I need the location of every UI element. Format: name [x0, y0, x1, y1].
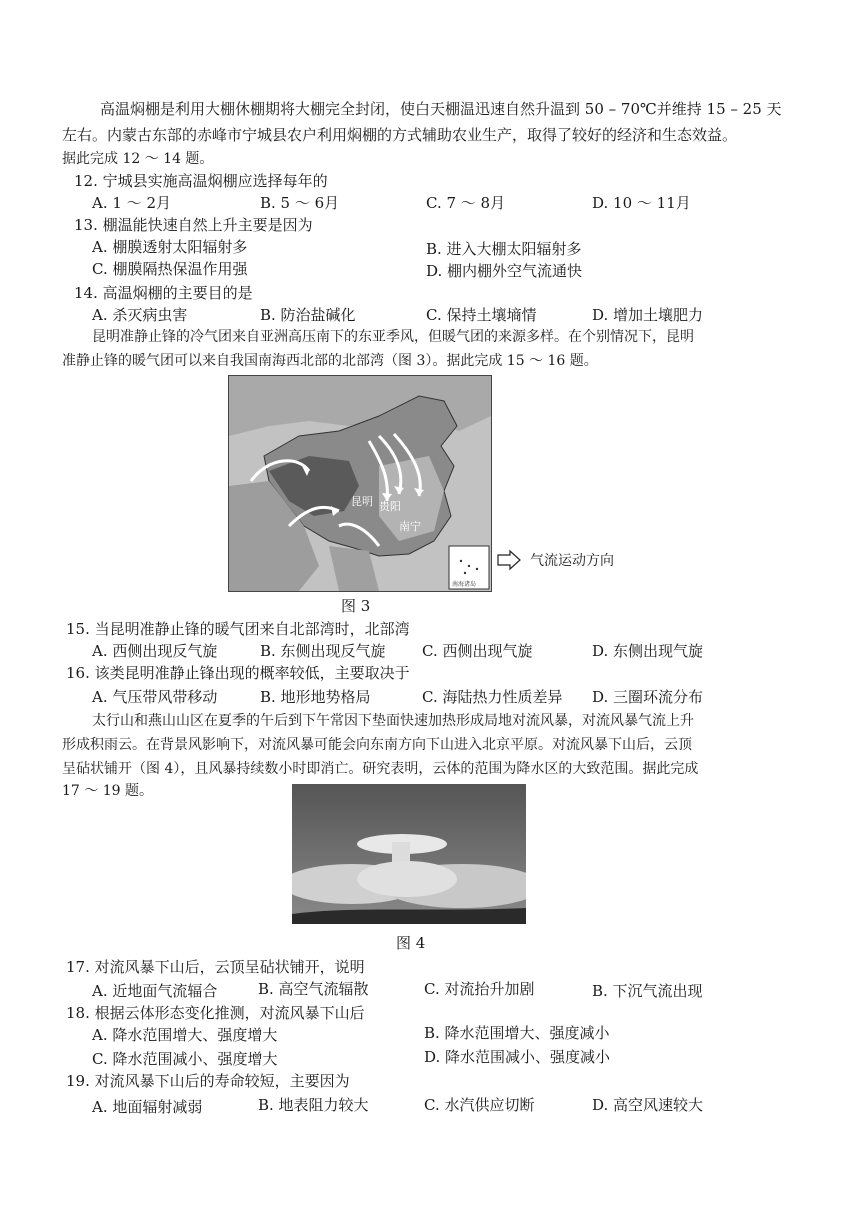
q17-option-d[interactable]: B. 下沉气流出现	[592, 982, 703, 1000]
q16-option-d[interactable]: D. 三圈环流分布	[592, 688, 704, 706]
intro2-line-2: 准静止锋的暖气团可以来自我国南海西北部的北部湾（图 3）。据此完成 15 ～ 16 题。	[62, 353, 598, 369]
q12-option-c[interactable]: C. 7 ～ 8月	[426, 194, 506, 212]
intro2-line-1: 昆明准静止锋的冷气团来自亚洲高压南下的东亚季风，但暖气团的来源多样。在个别情况下，昆明	[92, 329, 694, 345]
q17-option-c[interactable]: C. 对流抬升加剧	[424, 980, 535, 998]
q12-stem: 12. 宁城县实施高温焖棚应选择每年的	[74, 172, 328, 190]
q17-option-b[interactable]: B. 高空气流辐散	[258, 980, 369, 998]
q17-option-a[interactable]: A. 近地面气流辐合	[92, 982, 218, 1000]
q15-stem: 15. 当昆明准静止锋的暖气团来自北部湾时，北部湾	[66, 620, 410, 638]
q12-option-a[interactable]: A. 1 ～ 2月	[92, 194, 171, 212]
q15-option-b[interactable]: B. 东侧出现反气旋	[260, 642, 386, 660]
q19-option-c[interactable]: C. 水汽供应切断	[424, 1096, 535, 1114]
map-inset-label: 南海诸岛	[452, 581, 477, 588]
legend-arrow-icon	[496, 549, 522, 575]
q17-stem: 17. 对流风暴下山后，云顶呈砧状铺开，说明	[66, 958, 365, 976]
q18-option-c[interactable]: C. 降水范围减小、强度增大	[92, 1050, 278, 1068]
q18-option-b[interactable]: B. 降水范围增大、强度减小	[424, 1024, 610, 1042]
q14-option-c[interactable]: C. 保持土壤墒情	[426, 306, 537, 324]
intro3-line-4: 17 ～ 19 题。	[62, 783, 153, 799]
figure-3-map	[228, 375, 492, 592]
figure-3-caption: 图 3	[341, 597, 371, 615]
q19-option-a[interactable]: A. 地面辐射减弱	[92, 1098, 203, 1116]
q15-option-d[interactable]: D. 东侧出现气旋	[592, 642, 704, 660]
q13-option-b[interactable]: B. 进入大棚太阳辐射多	[426, 240, 582, 258]
q16-option-b[interactable]: B. 地形地势格局	[260, 688, 371, 706]
q13-option-d[interactable]: D. 棚内棚外空气流通快	[426, 262, 583, 280]
map-label-guiyang: 贵阳	[379, 500, 401, 513]
figure-4-caption: 图 4	[396, 934, 426, 952]
q18-option-d[interactable]: D. 降水范围减小、强度减小	[424, 1048, 611, 1066]
q12-option-b[interactable]: B. 5 ～ 6月	[260, 194, 340, 212]
q19-stem: 19. 对流风暴下山后的寿命较短，主要因为	[66, 1072, 350, 1090]
q19-option-b[interactable]: B. 地表阻力较大	[258, 1096, 369, 1114]
map-label-kunming: 昆明	[351, 495, 373, 508]
q18-option-a[interactable]: A. 降水范围增大、强度增大	[92, 1026, 278, 1044]
q16-stem: 16. 该类昆明准静止锋出现的概率较低，主要取决于	[66, 664, 410, 682]
q14-option-a[interactable]: A. 杀灭病虫害	[92, 306, 188, 324]
q13-option-a[interactable]: A. 棚膜透射太阳辐射多	[92, 238, 248, 256]
china-map-graphic	[229, 376, 491, 591]
q16-option-a[interactable]: A. 气压带风带移动	[92, 688, 218, 706]
q18-stem: 18. 根据云体形态变化推测，对流风暴下山后	[66, 1004, 365, 1022]
q16-option-c[interactable]: C. 海陆热力性质差异	[422, 688, 563, 706]
figure-4-photo	[292, 784, 526, 924]
q15-option-c[interactable]: C. 西侧出现气旋	[422, 642, 533, 660]
intro3-line-2: 形成积雨云。在背景风影响下，对流风暴可能会向东南方向下山进入北京平原。对流风暴下山后，云顶	[62, 737, 692, 753]
q13-stem: 13. 棚温能快速自然上升主要是因为	[74, 216, 313, 234]
intro1-line-1: 高温焖棚是利用大棚休棚期将大棚完全封闭，使白天棚温迅速自然升温到 50 – 70℃并维持 15 – 25 天	[100, 100, 782, 118]
q15-option-a[interactable]: A. 西侧出现反气旋	[92, 642, 218, 660]
q12-option-d[interactable]: D. 10 ～ 11月	[592, 194, 691, 212]
q19-option-d[interactable]: D. 高空风速较大	[592, 1096, 704, 1114]
legend-label: 气流运动方向	[530, 553, 614, 569]
intro3-line-3: 呈砧状铺开（图 4），且风暴持续数小时即消亡。研究表明，云体的范围为降水区的大致范围。据此完成	[62, 761, 699, 777]
intro1-line-3: 据此完成 12 ～ 14 题。	[62, 151, 214, 167]
q13-option-c[interactable]: C. 棚膜隔热保温作用强	[92, 260, 248, 278]
intro1-line-2: 左右。内蒙古东部的赤峰市宁城县农户利用焖棚的方式辅助农业生产，取得了较好的经济和生态效益。	[62, 126, 738, 144]
map-label-nanning: 南宁	[399, 520, 421, 533]
intro3-line-1: 太行山和燕山山区在夏季的午后到下午常因下垫面快速加热形成局地对流风暴，对流风暴气流上升	[92, 713, 694, 729]
q14-option-d[interactable]: D. 增加土壤肥力	[592, 306, 704, 324]
q14-option-b[interactable]: B. 防治盐碱化	[260, 306, 356, 324]
q14-stem: 14. 高温焖棚的主要目的是	[74, 284, 253, 302]
